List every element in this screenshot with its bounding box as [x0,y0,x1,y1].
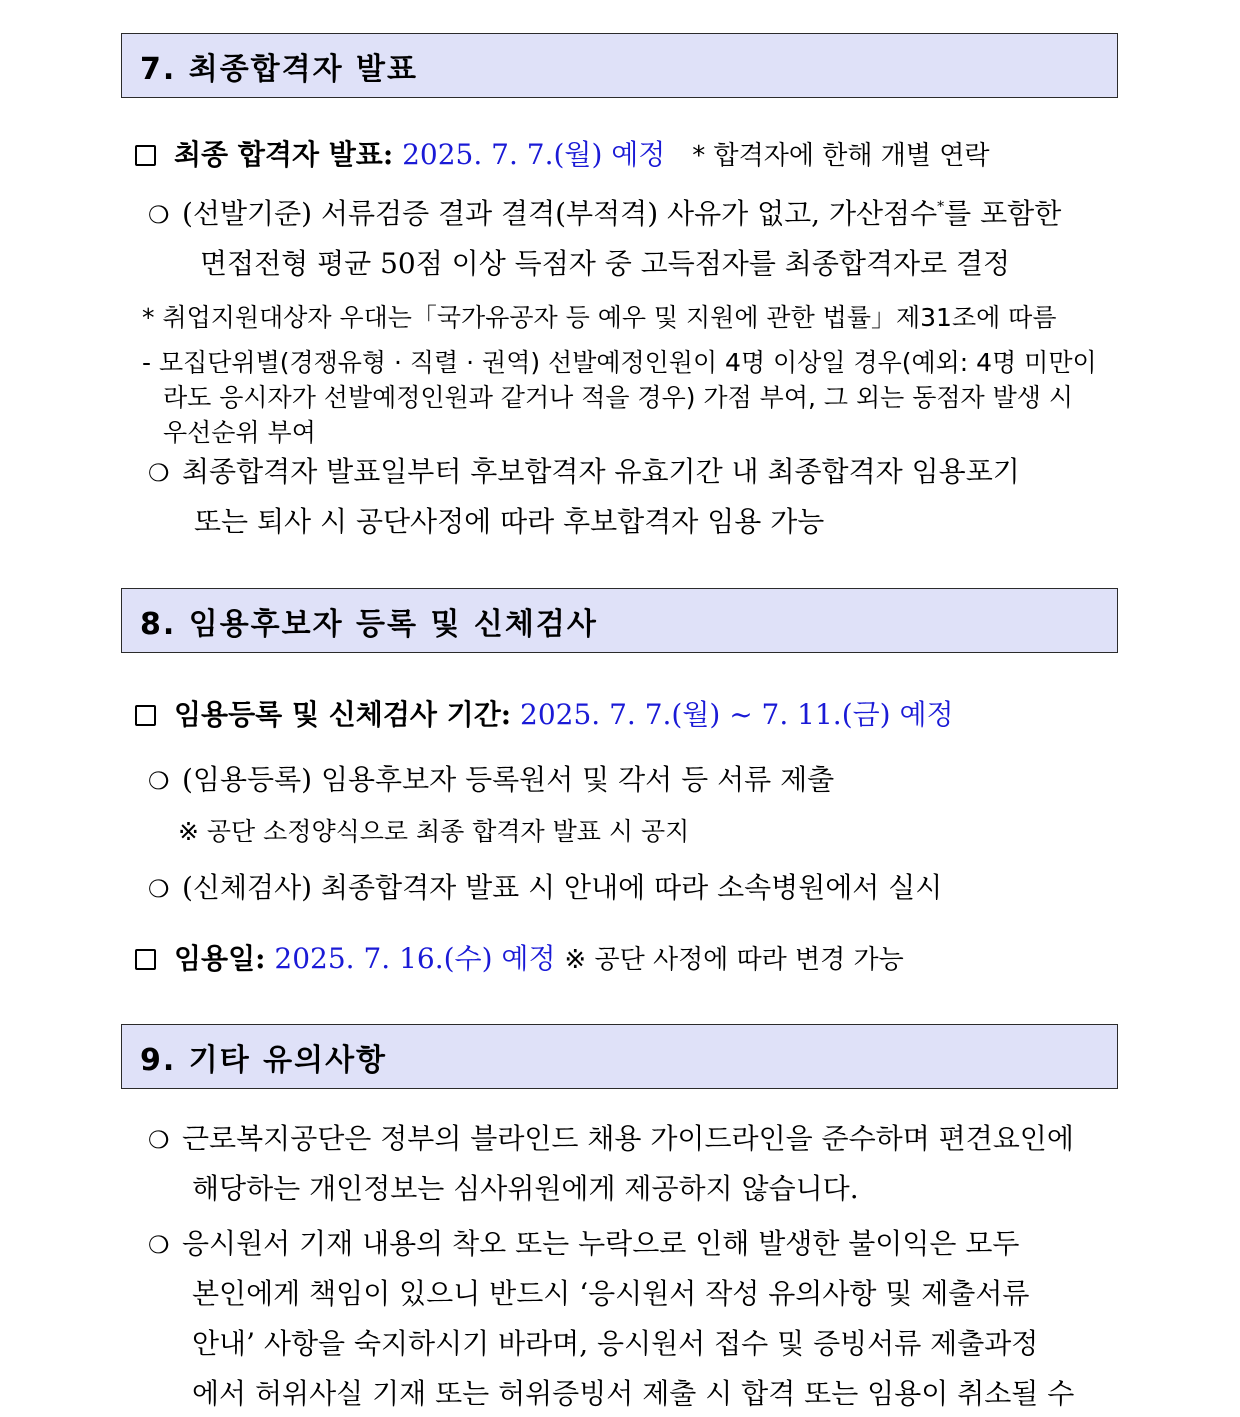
criteria-sup: * [937,199,945,215]
bullet-icon: ❍ [148,875,170,903]
appointment-date-item [135,937,904,977]
item2-line1: 응시원서 기재 내용의 착오 또는 누락으로 인해 발생한 불이익은 모두 [182,1227,1020,1260]
registration-text: (임용등록) 임용후보자 등록원서 및 각서 등 서류 제출 [182,763,835,796]
appoint-date: 2025. 7. 16.(수) 예정 [274,942,556,975]
criteria-line2: 면접전형 평균 50점 이상 득점자 중 고득점자를 최종합격자로 결정 [200,247,1011,280]
final-announcement-item [135,133,990,173]
section-8-header [121,588,1118,653]
period-label: 임용등록 및 신체검사 기간: [174,698,512,731]
medical-text: (신체검사) 최종합격자 발표 시 안내에 따라 소속병원에서 실시 [182,871,943,904]
item2-line2: 본인에게 책임이 있으니 반드시 ‘응시원서 작성 유의사항 및 제출서류 [192,1277,1030,1310]
bullet-icon: ❍ [148,767,170,795]
employment-support-note: * 취업지원대상자 우대는「국가유공자 등 예우 및 지원에 관한 법률」제31조에 따름 [142,303,1057,332]
section-9-title: 9. 기타 유의사항 [140,1042,388,1078]
announce-date: 2025. 7. 7.(월) 예정 [402,138,666,171]
reserve-line2: 또는 퇴사 시 공단사정에 따라 후보합격자 임용 가능 [194,505,825,538]
section-9-header [121,1024,1118,1089]
announce-note: * 합격자에 한해 개별 연락 [692,141,990,171]
application-responsibility-item [148,1222,1019,1262]
registration-period-item [135,693,954,733]
appoint-note: ※ 공단 사정에 따라 변경 가능 [564,945,904,975]
section-7-title: 7. 최종합격자 발표 [140,51,419,87]
section-8-title: 8. 임용후보자 등록 및 신체검사 [140,606,598,642]
criteria-item [148,192,1120,232]
bullet-icon: ❍ [148,459,170,487]
registration-note: ※ 공단 소정양식으로 최종 합격자 발표 시 공지 [178,817,690,846]
item1-line1: 근로복지공단은 정부의 블라인드 채용 가이드라인을 준수하며 편견요인에 [182,1122,1074,1155]
criteria-line1-pre: (선발기준) 서류검증 결과 결격(부적격) 사유가 없고, 가산점수 [182,197,938,230]
dash-note-line3: 우선순위 부여 [163,418,316,447]
appoint-label: 임용일: [174,942,266,975]
criteria-line1-post: 를 포함한 [944,197,1062,230]
dash-note-line1: - 모집단위별(경쟁유형 · 직렬 · 권역) 선발예정인원이 4명 이상일 경우(예외: 4명 미만이 [142,348,1097,377]
reserve-item [148,450,1020,490]
bullet-icon: ❍ [148,201,170,229]
checkbox-icon [135,949,156,970]
reserve-line1: 최종합격자 발표일부터 후보합격자 유효기간 내 최종합격자 임용포기 [182,455,1020,488]
item2-line4: 에서 허위사실 기재 또는 허위증빙서 제출 시 합격 또는 임용이 취소될 수 [192,1377,1075,1410]
bullet-icon: ❍ [148,1231,170,1259]
checkbox-icon [135,705,156,726]
item2-line3: 안내’ 사항을 숙지하시기 바라며, 응시원서 접수 및 증빙서류 제출과정 [192,1327,1039,1360]
registration-item [148,758,834,798]
announce-label: 최종 합격자 발표: [174,138,394,171]
checkbox-icon [135,145,156,166]
section-7-header [121,33,1118,98]
medical-item [148,866,942,906]
blind-hiring-item [148,1117,1074,1157]
item1-line2: 해당하는 개인정보는 심사위원에게 제공하지 않습니다. [192,1172,859,1205]
period-date: 2025. 7. 7.(월) ~ 7. 11.(금) 예정 [520,698,954,731]
dash-note-line2: 라도 응시자가 선발예정인원과 같거나 적을 경우) 가점 부여, 그 외는 동점자 발생 시 [163,383,1074,412]
bullet-icon: ❍ [148,1126,170,1154]
